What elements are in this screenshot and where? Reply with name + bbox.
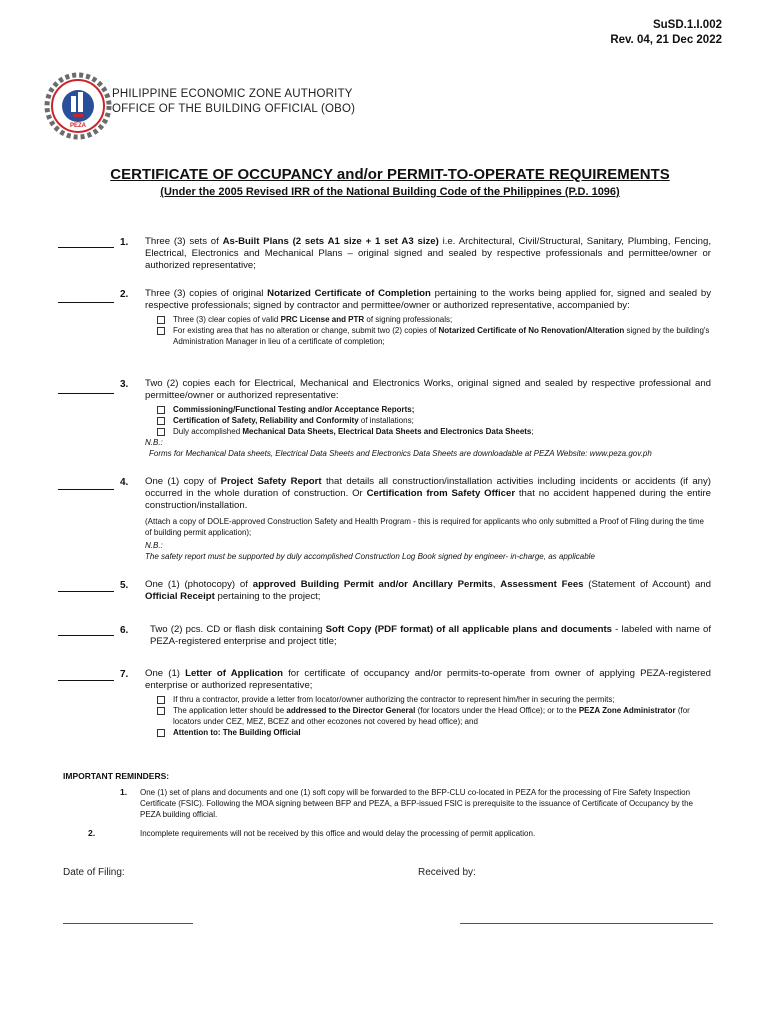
checkbox-icon [157, 428, 165, 436]
reminders-heading: IMPORTANT REMINDERS: [63, 771, 170, 781]
sub-item: Duly accomplished Mechanical Data Sheets, Electrical Data Sheets and Electronics Data Sheets; [145, 426, 711, 437]
checkbox-icon [157, 729, 165, 737]
nb-label: N.B.: [145, 438, 163, 448]
item-number-5: 5. [120, 580, 129, 591]
checklist-blank-2 [58, 301, 114, 303]
item-number-1: 1. [120, 237, 129, 248]
reminder-text-1: One (1) set of plans and documents and one (1) soft copy will be forwarded to the BFP-CLU co-located in PEZA for the processing of Fire Safety Inspection Certificate (FSIC). Following the MOA signing between BFP and PEZA, a BFP-issued FSIC is prerequisite to the issuance of Certificate of Occupancy by the PEZA building official. [140, 788, 693, 819]
requirement-item-7: One (1) Letter of Application for certificate of occupancy and/or permits-to-operate from owner of applying PEZA-registered enterprise or authorized representative; If thru a contractor, provide a letter from locator/owner authorizing the contractor to represent him/her in securing the permits; The application letter should be addressed to the Director General (for locators under the Head Office); or to the PEZA Zone Administrator (for locators under CEZ, MEZ, BCEZ and other ecozones not covered by head office); and Attention to: The Building Official [145, 668, 711, 738]
requirement-item-4: One (1) copy of Project Safety Report that details all construction/installation activities including incidents or accidents (if any) occurred in the whole duration of construction. Or Certification from Safety Officer that no accident happened during the entire construction/installation. (Attach a copy of DOLE-approved Construction Safety and Health Program - this is required for applicants who only submitted a Proof of Filing during the time of building permit application); N.B.: The safety report must be supported by duly accomplished Construction Log Book signed by engineer- in-charge, as applicable [145, 476, 711, 561]
checkbox-icon [157, 707, 165, 715]
date-of-filing-line[interactable] [63, 922, 193, 924]
received-by-line[interactable] [460, 922, 713, 924]
document-subtitle: (Under the 2005 Revised IRR of the National Building Code of the Philippines (P.D. 1096) [160, 186, 620, 198]
checklist-blank-7 [58, 679, 114, 681]
logo-lettering: PEZA [69, 123, 87, 129]
requirement-item-5: One (1) (photocopy) of approved Building Permit and/or Ancillary Permits, Assessment Fees (Statement of Account) and Official Receipt pertaining to the project; [145, 579, 711, 603]
checklist-blank-5 [58, 590, 114, 592]
checkbox-icon [157, 696, 165, 704]
requirement-item-2: Three (3) copies of original Notarized Certificate of Completion pertaining to the works being applied for, signed and sealed by respective professionals; signed by contractor and permittee/owner or authorized representative, accompanied by: Three (3) clear copies of valid PRC License and PTR of signing professionals; For existing area that has no alteration or change, submit two (2) copies of Notarized Certificate of No Renovation/Alteration signed by the building's Administration Manager in lieu of a certificate of completion; [145, 288, 711, 347]
requirement-item-1: Three (3) sets of As-Built Plans (2 sets A1 size + 1 set A3 size) i.e. Architectural, Civil/Structural, Sanitary, Plumbing, Fencing, Electrical, Electronics and Mechanical Plans – original signed and sealed by respective professionals and permittee/owner or authorized representative; [145, 236, 712, 272]
item-number-6: 6. [120, 625, 129, 636]
nb-note: The safety report must be supported by duly accomplished Construction Log Book signed by engineer- in-charge, as applicable [145, 551, 595, 561]
reminder-number-2: 2. [88, 828, 96, 838]
nb-note: Forms for Mechanical Data sheets, Electrical Data Sheets and Electronics Data Sheets are downloadable at PEZA Website: www.peza.gov.ph [149, 449, 652, 459]
org-name: PHILIPPINE ECONOMIC ZONE AUTHORITY [112, 88, 353, 100]
item-number-4: 4. [120, 477, 129, 488]
sub-item: Three (3) clear copies of valid PRC License and PTR of signing professionals; [145, 314, 711, 325]
requirement-item-3: Two (2) copies each for Electrical, Mechanical and Electronics Works, original signed and sealed by respective professional and permittee/owner or authorized representative: Commissioning/Functional Testing and/or Acceptance Reports; Certification of Safety, Reliability and Conformity of installations; Duly accomplished Mechanical Data Sheets, Electrical Data Sheets and Electronics Data Sheets; N.B.: Forms for Mechanical Data sheets, Electrical Data Sheets and Electronics Data Sheets are downloadable at PEZA Website: www.peza.gov.ph [145, 378, 711, 459]
peza-seal-logo [44, 72, 112, 140]
item-number-2: 2. [120, 289, 129, 300]
sub-item: Certification of Safety, Reliability and Conformity of installations; [145, 415, 711, 426]
checkbox-icon [157, 417, 165, 425]
sub-item: For existing area that has no alteration or change, submit two (2) copies of Notarized Certificate of No Renovation/Alteration signed by the building's Administration Manager in lieu of a certificate of completion; [145, 325, 711, 347]
requirement-item-6: Two (2) pcs. CD or flash disk containing Soft Copy (PDF format) of all applicable plans and documents - labeled with name of PEZA-registered enterprise and project title; [150, 624, 711, 648]
doc-code: SuSD.1.I.002 [652, 19, 722, 31]
nb-label: N.B.: [145, 540, 163, 550]
checkbox-icon [157, 406, 165, 414]
document-title: CERTIFICATE OF OCCUPANCY and/or PERMIT-TO-OPERATE REQUIREMENTS [110, 166, 670, 183]
date-of-filing-label: Date of Filing: [63, 867, 125, 878]
item-number-3: 3. [120, 379, 129, 390]
sub-item: Attention to: The Building Official [145, 727, 711, 738]
checkbox-icon [157, 327, 165, 335]
received-by-label: Received by: [418, 867, 476, 878]
reminder-text-2: Incomplete requirements will not be received by this office and would delay the processing of permit application. [140, 829, 536, 838]
sub-item: The application letter should be addressed to the Director General (for locators under the Head Office); or to the PEZA Zone Administrator (for locators under CEZ, MEZ, BCEZ and other ecozones not covered by head office); and [145, 705, 711, 727]
item-number-7: 7. [120, 669, 129, 680]
checklist-blank-6 [58, 634, 114, 636]
checkbox-icon [157, 316, 165, 324]
checklist-blank-4 [58, 488, 114, 490]
revision-date: Rev. 04, 21 Dec 2022 [610, 34, 722, 46]
checklist-blank-1 [58, 246, 114, 248]
reminder-number-1: 1. [120, 787, 128, 797]
sub-item: Commissioning/Functional Testing and/or Acceptance Reports; [145, 404, 711, 415]
attachment-note: (Attach a copy of DOLE-approved Construction Safety and Health Program - this is required for applicants who only submitted a Proof of Filing during the time of building permit application); [145, 516, 704, 537]
checklist-blank-3 [58, 392, 114, 394]
office-name: OFFICE OF THE BUILDING OFFICIAL (OBO) [112, 103, 356, 115]
sub-item: If thru a contractor, provide a letter from locator/owner authorizing the contractor to represent him/her in securing the permits; [145, 694, 711, 705]
